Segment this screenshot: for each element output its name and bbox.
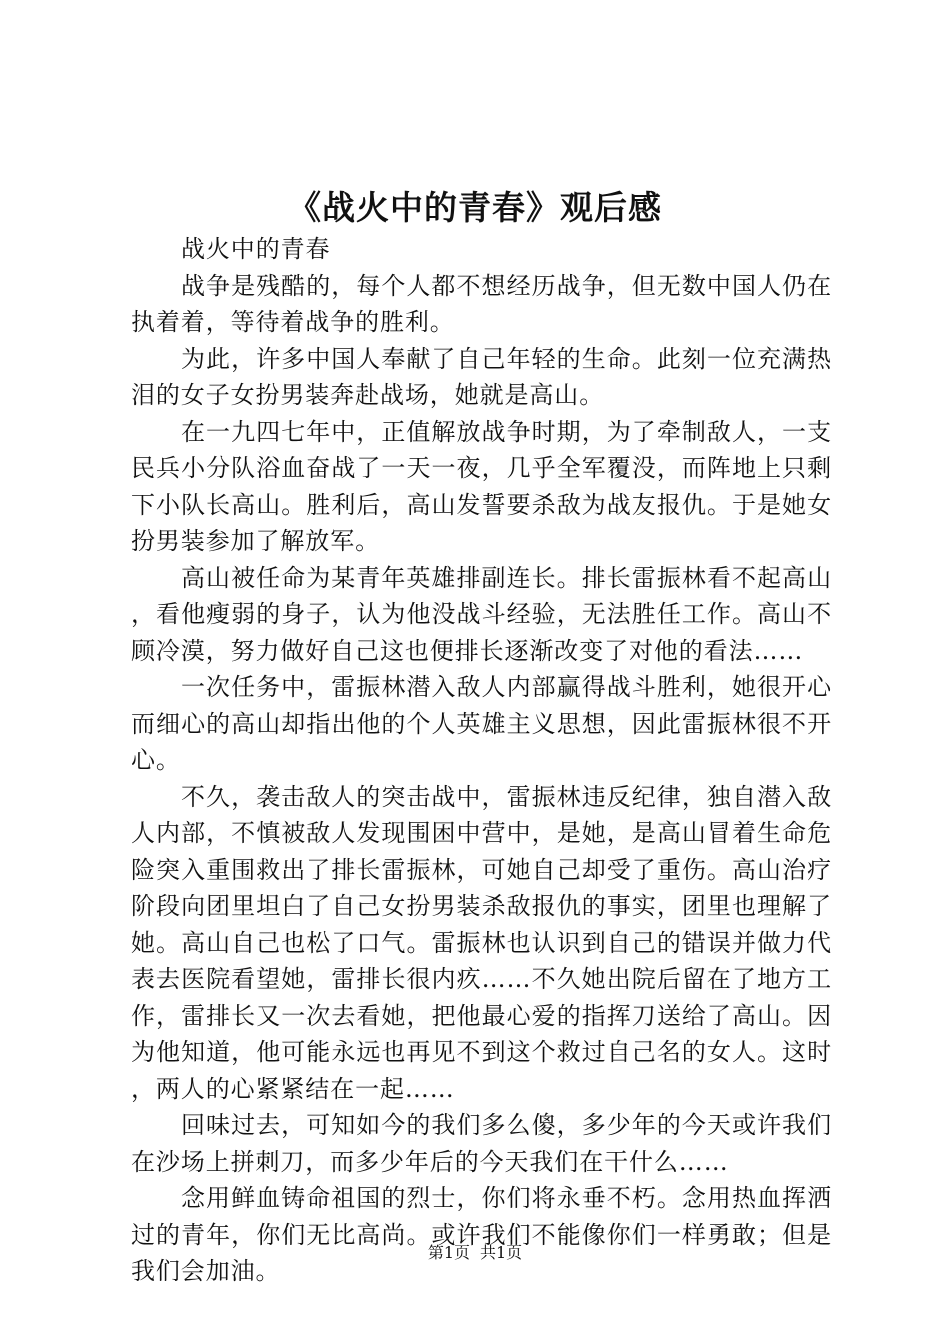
- document-body: [131, 231, 832, 1290]
- paragraph: 为此，许多中国人奉献了自己年轻的生命。此刻一位充满热泪的女子女扮男装奔赴战场，她就是高山。: [131, 344, 832, 409]
- document-title: 《战火中的青春》观后感: [288, 188, 662, 227]
- paragraph: 高山被任命为某青年英雄排副连长。排长雷振林看不起高山，看他瘦弱的身子，认为他没战斗经验，无法胜任工作。高山不顾冷漠，努力做好自己这也便排长逐渐改变了对他的看法……: [131, 563, 832, 665]
- paragraph: 战争是残酷的，每个人都不想经历战争，但无数中国人仍在执着着，等待着战争的胜利。: [131, 271, 832, 336]
- paragraph: 念用鲜血铸命祖国的烈士，你们将永垂不朽。念用热血挥洒过的青年，你们无比高尚。或许我们不能像你们一样勇敢；但是我们会加油。: [131, 1184, 832, 1285]
- paragraph: 一次任务中，雷振林潜入敌人内部赢得战斗胜利，她很开心而细心的高山却指出他的个人英雄主义思想，因此雷振林很不开心。: [131, 673, 832, 774]
- paragraph: 不久，袭击敌人的突击战中，雷振林违反纪律，独自潜入敌人内部，不慎被敌人发现围困中营中，是她，是高山冒着生命危险突入重围救出了排长雷振林，可她自己却受了重伤。高山治疗阶段向团里坦白了自己女扮男装杀敌报仇的事实，团里也理解了她。高山自己也松了口气。雷振林也认识到自己的错误并做力代表去医院看望她，雷排长很内疚……不久她出院后留在了地方工作，雷排长又一次去看她，把他最心爱的指挥刀送给了高山。因为他知道，他可能永远也再见不到这个救过自己名的女人。这时，两人的心紧紧结在一起……: [131, 782, 832, 1103]
- paragraph-subtitle: 战火中的青春: [181, 235, 331, 263]
- page-total: 共1页: [480, 1243, 523, 1262]
- page-footer: [0, 1242, 950, 1264]
- paragraph: 回味过去，可知如今的我们多么傻，多少年的今天或许我们在沙场上拼刺刀，而多少年后的今天我们在干什么……: [131, 1111, 832, 1176]
- paragraph: 在一九四七年中，正值解放战争时期，为了牵制敌人，一支民兵小分队浴血奋战了一天一夜，几乎全军覆没，而阵地上只剩下小队长高山。胜利后，高山发誓要杀敌为战友报仇。于是她女扮男装参加了解放军。: [131, 417, 832, 555]
- page-number: 第1页: [427, 1243, 470, 1262]
